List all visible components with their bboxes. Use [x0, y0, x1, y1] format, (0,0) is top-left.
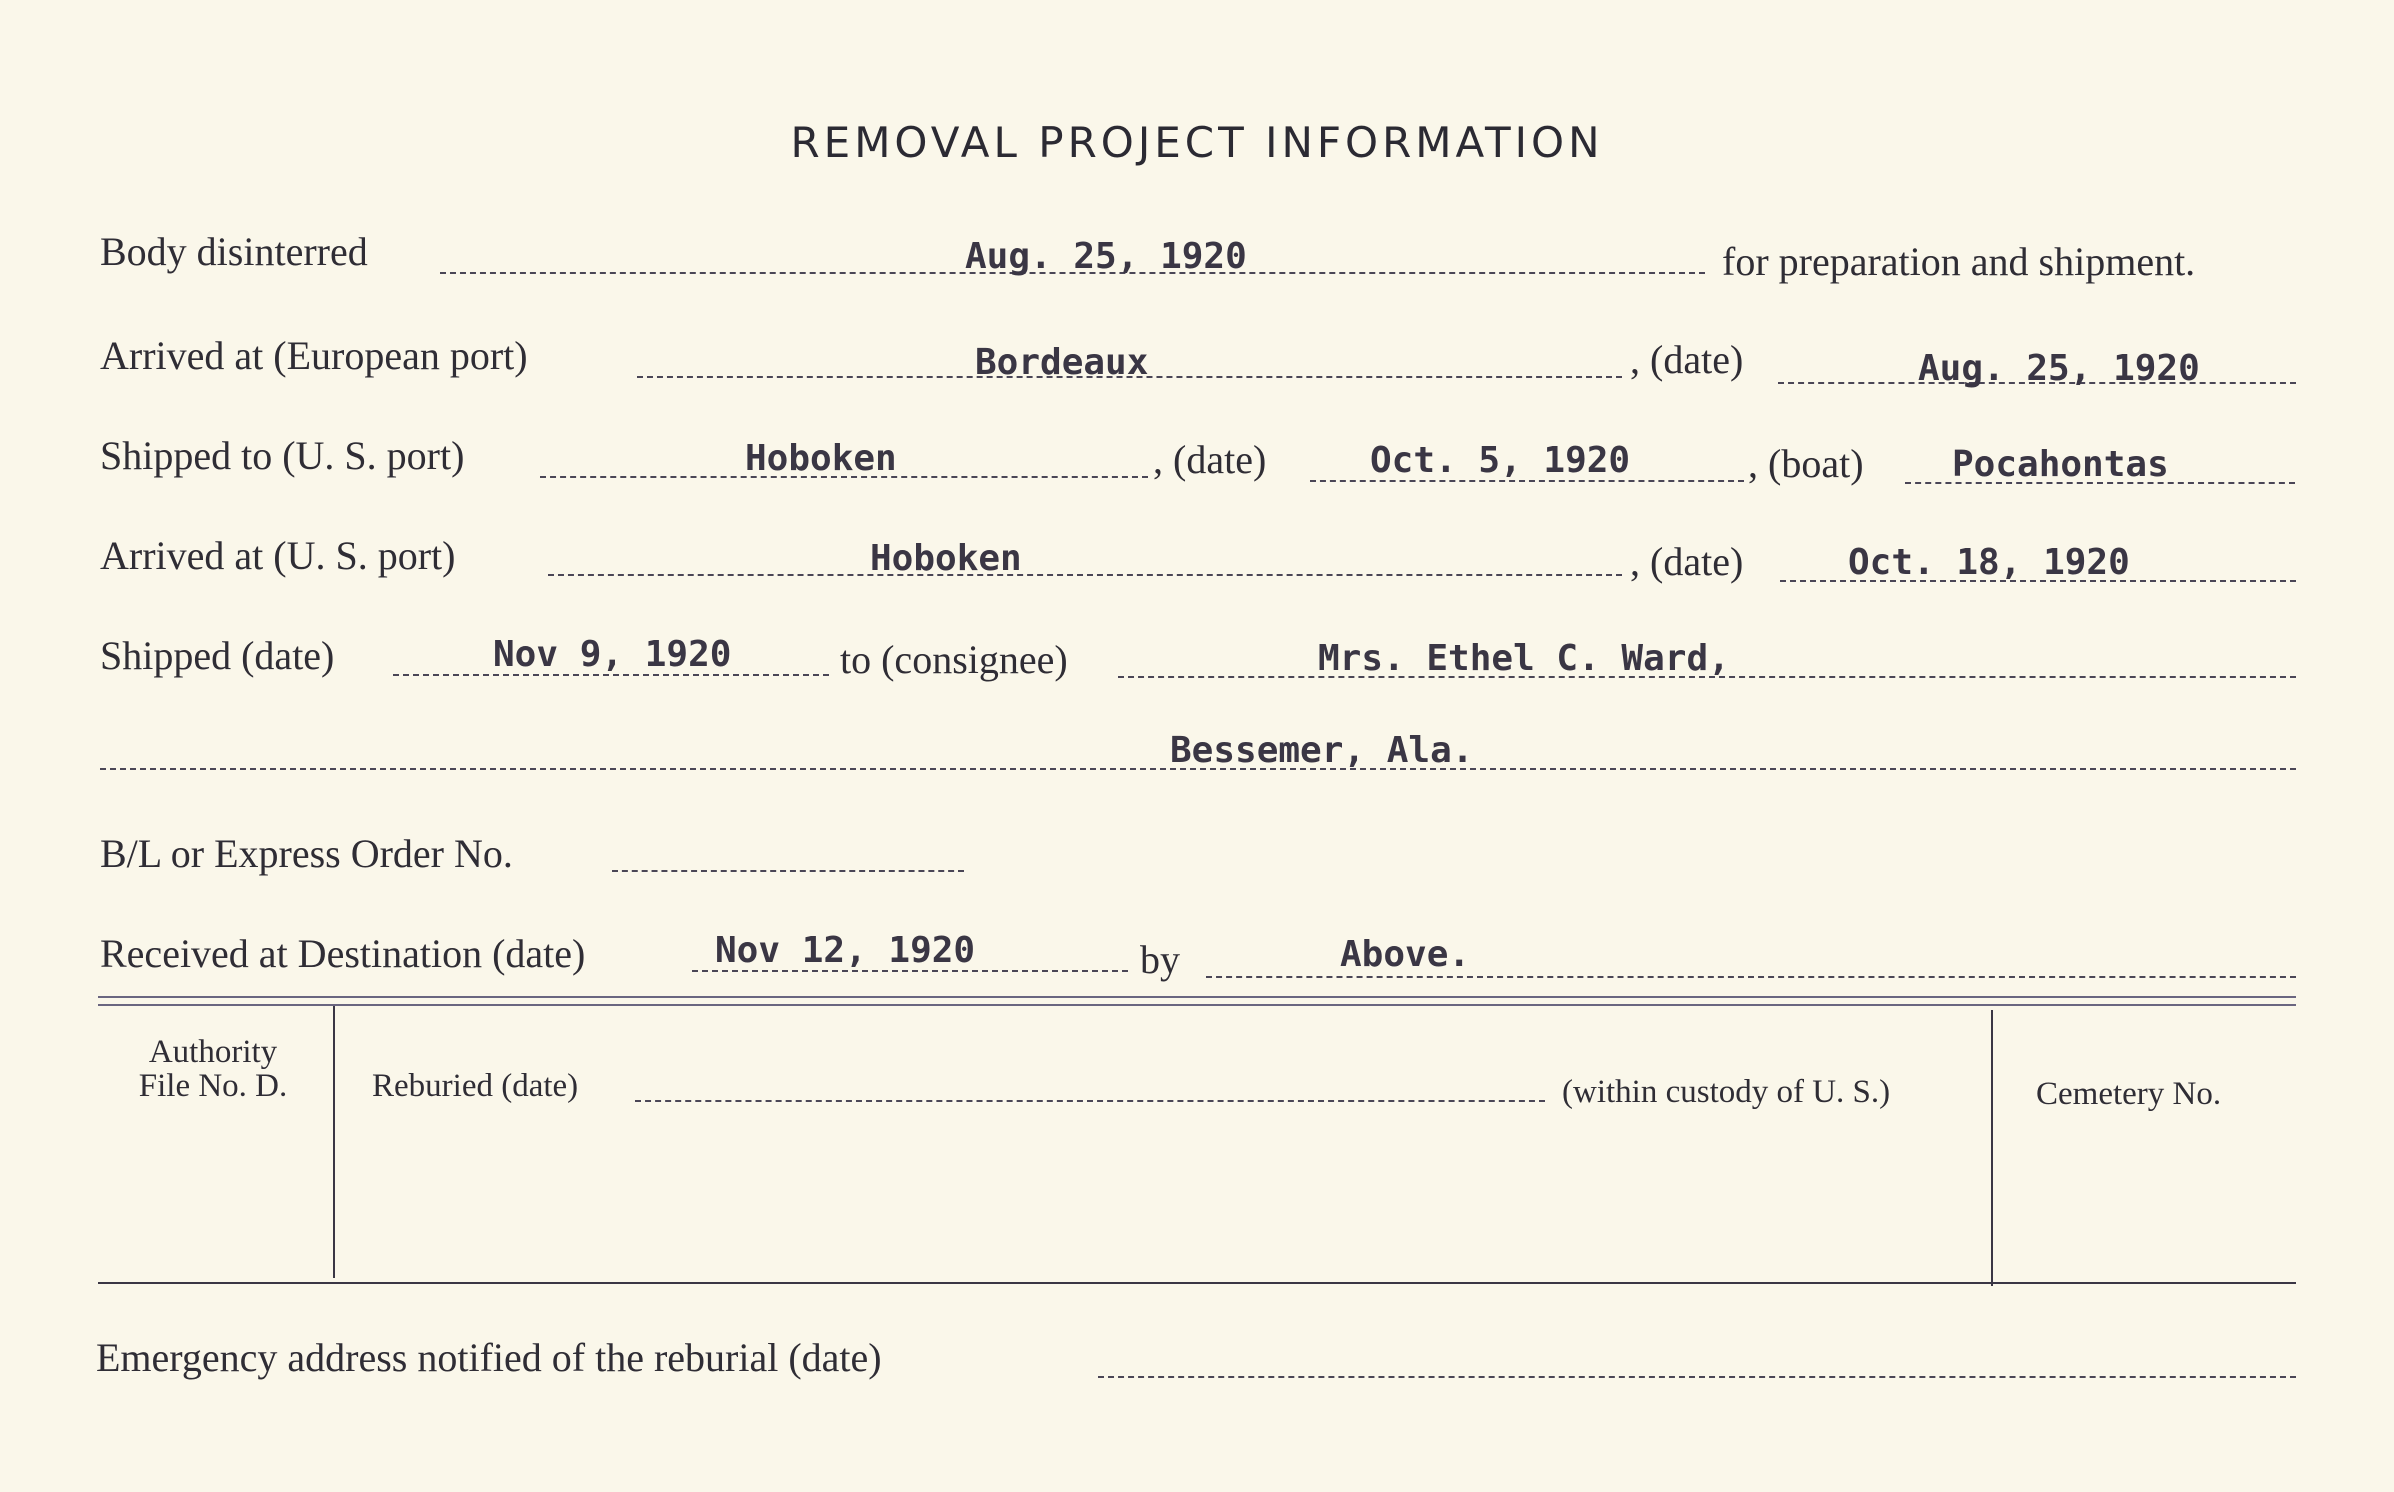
cemetery-number-label: Cemetery No. [2036, 1076, 2222, 1112]
body-disinterred-suffix: for preparation and shipment. [1722, 239, 2196, 284]
boat-value: Pocahontas [1952, 444, 2169, 485]
box-divider-left [333, 1006, 335, 1278]
european-port-label: Arrived at (European port) [100, 333, 528, 378]
boat-label: , (boat) [1748, 441, 1864, 486]
box-top-rule [98, 996, 2296, 998]
shipped-date-label: Shipped (date) [100, 633, 335, 678]
emergency-address-line [1098, 1376, 2296, 1378]
us-port-shipped-date-value: Oct. 5, 1920 [1370, 440, 1631, 481]
european-port-value: Bordeaux [975, 342, 1149, 383]
us-port-arrived-date-value: Oct. 18, 1920 [1848, 542, 2130, 583]
bl-order-label: B/L or Express Order No. [100, 831, 513, 876]
us-port-shipped-value: Hoboken [745, 438, 897, 479]
box-divider-right [1991, 1010, 1993, 1286]
european-port-date-value: Aug. 25, 1920 [1918, 348, 2200, 389]
consignee-label: to (consignee) [840, 637, 1068, 682]
us-port-arrived-value: Hoboken [870, 538, 1022, 579]
received-by-value: Above. [1340, 934, 1471, 975]
european-port-date-label: , (date) [1630, 337, 1744, 382]
reburied-date-label: Reburied (date) [372, 1068, 579, 1104]
us-port-shipped-date-label: , (date) [1153, 437, 1267, 482]
emergency-address-label: Emergency address notified of the reburial (date) [96, 1335, 882, 1380]
received-destination-label: Received at Destination (date) [100, 931, 586, 976]
authority-label-line2: File No. D. [138, 1068, 288, 1104]
received-by-line [1206, 976, 2296, 978]
us-port-arrived-date-label: , (date) [1630, 539, 1744, 584]
consignee-address-value: Bessemer, Ala. [1170, 730, 1474, 771]
box-bottom-rule [98, 1282, 2296, 1284]
bl-order-line [612, 870, 964, 872]
consignee-value: Mrs. Ethel C. Ward, [1318, 638, 1730, 679]
card-title: REMOVAL PROJECT INFORMATION [790, 118, 1604, 167]
body-disinterred-value: Aug. 25, 1920 [965, 236, 1247, 277]
received-destination-value: Nov 12, 1920 [715, 930, 976, 971]
box-top-rule-double [98, 1004, 2296, 1006]
reburied-date-line [635, 1100, 1545, 1102]
shipped-date-value: Nov 9, 1920 [493, 634, 732, 675]
us-port-arrived-label: Arrived at (U. S. port) [100, 533, 456, 578]
body-disinterred-label: Body disinterred [100, 229, 368, 274]
us-port-arrived-line [548, 574, 1622, 576]
authority-label-line1: Authority [148, 1034, 278, 1070]
received-by-label: by [1140, 937, 1180, 982]
us-port-shipped-label: Shipped to (U. S. port) [100, 433, 465, 478]
custody-label: (within custody of U. S.) [1562, 1074, 1891, 1110]
